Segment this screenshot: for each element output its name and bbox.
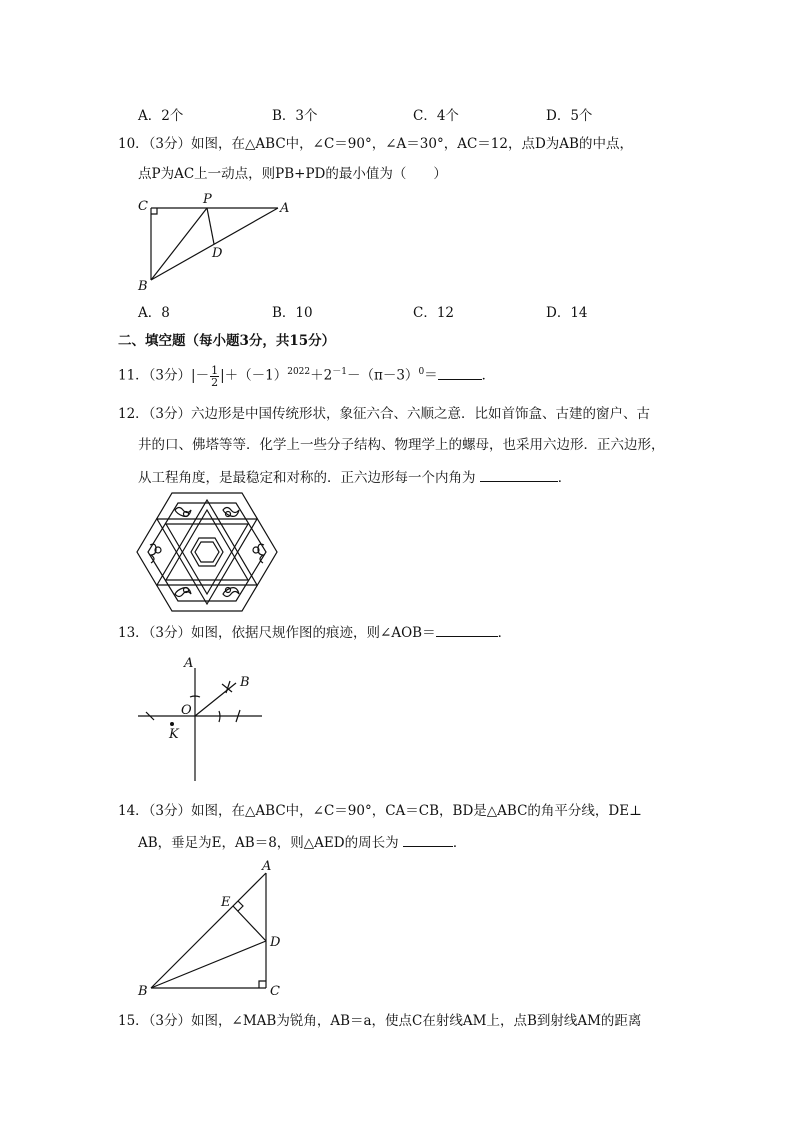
q15-stem-line1: 15．（3分）如图，∠MAB为锐角，AB＝a，使点C在射线AM上，点B到射线AM的距离 xyxy=(118,1013,642,1029)
q10-label-a: A xyxy=(280,201,290,216)
q11-expr-a: |－ xyxy=(191,367,210,384)
q10-label-p: P xyxy=(203,192,212,207)
q11-exp1: 2022 xyxy=(287,367,311,377)
q13-stem-text: 13．（3分）如图，依据尺规作图的痕迹，则∠AOB＝ xyxy=(118,625,436,641)
q12-stem-line1: 12．（3分）六边形是中国传统形状，象征六合、六顺之意．比如首饰盒、古建的窗户、古 xyxy=(118,406,651,422)
q11-prefix: 11．（3分） xyxy=(118,367,192,384)
q11-exp3: 0 xyxy=(418,367,425,377)
q14-tail: ． xyxy=(452,835,467,851)
q14-label-a: A xyxy=(262,859,272,874)
q10-option-d: D．14 xyxy=(546,305,588,321)
section-heading: 二、填空题（每小题3分，共15分） xyxy=(118,333,336,349)
q14-label-e: E xyxy=(221,895,231,910)
q11-expr-b: |＋（－1） xyxy=(220,367,288,384)
q11-tail: ． xyxy=(481,367,496,384)
q11-expr-d: －（π－3） xyxy=(346,367,419,384)
q13-label-k: K xyxy=(169,727,179,742)
q13-tail: ． xyxy=(497,625,512,641)
q11-expr-c: ＋2 xyxy=(310,367,333,384)
q14-label-c: C xyxy=(270,984,280,999)
q14-line2-text: AB，垂足为E，AB＝8，则△AED的周长为 xyxy=(138,835,403,851)
q12-line3-text: 从工程角度，是最稳定和对称的．正六边形每一个内角为 xyxy=(138,470,480,486)
q9-option-c: C．4个 xyxy=(413,108,459,124)
q10-option-b: B．10 xyxy=(272,305,313,321)
q14-label-b: B xyxy=(138,984,148,999)
q10-option-a: A．8 xyxy=(138,305,170,321)
q10-stem-line1: 10．（3分）如图，在△ABC中，∠C＝90°，∠A＝30°，AC＝12，点D为AB的中点， xyxy=(118,136,633,152)
q10-option-c: C．12 xyxy=(413,305,455,321)
q11-frac-den: 2 xyxy=(211,375,219,389)
q10-label-d: D xyxy=(212,246,223,261)
q12-stem-line2: 井的口、佛塔等等．化学上一些分子结构、物理学上的螺母，也采用六边形．正六边形， xyxy=(138,437,665,453)
q9-option-d: D．5个 xyxy=(546,108,593,124)
q10-label-c: C xyxy=(138,199,148,214)
q11-exp2: －1 xyxy=(332,367,347,377)
q13-label-o: O xyxy=(181,703,192,718)
q11-expr-e: ＝ xyxy=(424,367,438,384)
q11-frac-num: 1 xyxy=(211,363,219,377)
q12-tail: ． xyxy=(557,470,572,486)
q10-label-b: B xyxy=(138,279,148,294)
q10-stem-line2: 点P为AC上一动点，则PB+PD的最小值为（ ） xyxy=(138,166,447,182)
q13-label-a: A xyxy=(184,656,194,671)
q13-label-b: B xyxy=(240,675,250,690)
q9-option-b: B．3个 xyxy=(272,108,318,124)
q14-label-d: D xyxy=(270,935,281,950)
q14-stem-line1: 14．（3分）如图，在△ABC中，∠C＝90°，CA＝CB，BD是△ABC的角平分线，DE⊥ xyxy=(118,803,642,819)
q9-option-a: A．2个 xyxy=(138,108,184,124)
